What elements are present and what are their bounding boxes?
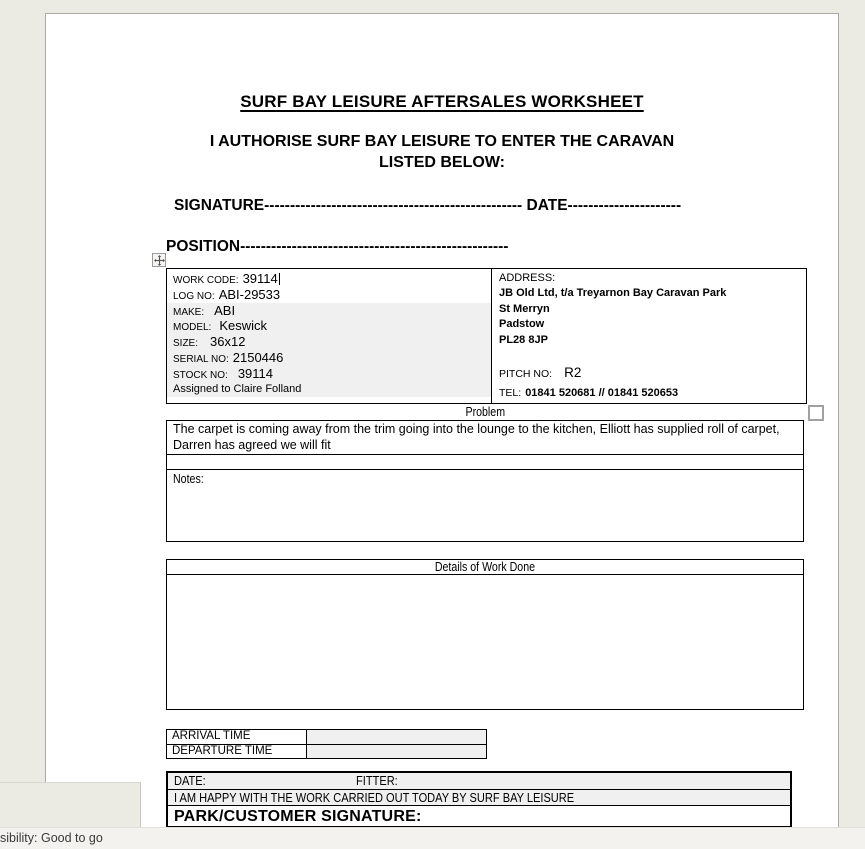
- fitter-label: FITTER:: [356, 773, 398, 788]
- authorization-line-1: I AUTHORISE SURF BAY LEISURE TO ENTER THE CARAVAN: [209, 133, 675, 150]
- log-no-value[interactable]: ABI-29533: [218, 286, 281, 302]
- log-no-row[interactable]: [167, 287, 491, 303]
- customer-signature-row[interactable]: [168, 805, 790, 826]
- date-label: DATE:: [174, 773, 206, 788]
- size-row[interactable]: [167, 334, 491, 350]
- customer-address-column: [492, 269, 806, 403]
- stock-no-value[interactable]: 39114: [237, 365, 274, 381]
- customer-signature-label: PARK/CUSTOMER SIGNATURE:: [174, 808, 422, 825]
- happy-statement-text: I AM HAPPY WITH THE WORK CARRIED OUT TODAY BY SURF BAY LEISURE: [174, 790, 575, 805]
- make-row[interactable]: [167, 303, 491, 319]
- pitch-no-row[interactable]: [499, 364, 581, 382]
- model-value[interactable]: Keswick: [219, 318, 268, 334]
- problem-section-caption: [166, 405, 804, 419]
- tel-label: TEL:: [499, 387, 522, 399]
- address-line-4: PL28 8JP: [499, 333, 548, 346]
- work-done-entry-area[interactable]: [167, 575, 803, 709]
- pitch-no-label: PITCH NO:: [499, 368, 553, 380]
- assigned-note: Assigned to Claire Folland: [173, 382, 302, 395]
- signature-date-line: SIGNATURE-------------------------------------------------- DATE----------------------: [174, 197, 682, 214]
- work-done-header: [167, 560, 803, 575]
- job-details-column: [167, 269, 492, 403]
- work-done-header-text: Details of Work Done: [434, 560, 536, 574]
- size-label: SIZE:: [173, 338, 199, 350]
- happy-statement-row: [168, 789, 790, 805]
- work-done-table: [166, 559, 804, 710]
- stock-no-label: STOCK NO:: [173, 369, 228, 381]
- stock-no-row[interactable]: [167, 366, 491, 382]
- departure-time-value-cell[interactable]: [307, 745, 486, 758]
- four-arrows-icon: [154, 255, 165, 266]
- status-bar: [0, 827, 865, 849]
- problem-caption-text: Problem: [465, 405, 505, 419]
- serial-no-label: SERIAL NO:: [173, 353, 229, 365]
- accessibility-status[interactable]: sibility: Good to go: [0, 831, 103, 845]
- notes-cell[interactable]: [167, 469, 803, 541]
- address-line-2: St Merryn: [499, 302, 550, 315]
- problem-table: [166, 420, 804, 542]
- departure-time-row: [167, 744, 486, 758]
- resize-square-artifact[interactable]: [808, 405, 824, 421]
- arrival-time-row: [167, 730, 486, 744]
- size-value[interactable]: 36x12: [210, 334, 246, 350]
- document-title: SURF BAY LEISURE AFTERSALES WORKSHEET: [240, 92, 644, 111]
- signoff-table: [166, 771, 792, 828]
- problem-empty-row[interactable]: [167, 454, 803, 469]
- make-label: MAKE:: [173, 306, 205, 318]
- job-info-table: [166, 268, 807, 404]
- arrival-time-label: ARRIVAL TIME: [167, 730, 307, 744]
- text-cursor: [279, 273, 280, 285]
- work-code-label: WORK CODE:: [173, 275, 239, 286]
- date-fitter-row[interactable]: [168, 773, 790, 789]
- tel-row: [499, 383, 678, 401]
- pitch-no-value[interactable]: R2: [564, 365, 582, 380]
- document-page[interactable]: [45, 13, 839, 849]
- problem-text-cell[interactable]: The carpet is coming away from the trim going into the lounge to the kitchen, Elliott has supplied roll of carpet, Darren has agreed we will fit: [173, 422, 780, 452]
- arrival-time-value-cell[interactable]: [307, 730, 486, 744]
- tel-value: 01841 520681 // 01841 520653: [525, 387, 679, 399]
- address-label: ADDRESS:: [499, 272, 556, 284]
- times-table: [166, 729, 487, 759]
- log-no-label: LOG NO:: [173, 290, 215, 302]
- job-shaded-block: [167, 303, 491, 398]
- notes-label: Notes:: [173, 472, 204, 486]
- authorization-statement: [46, 131, 838, 173]
- model-label: MODEL:: [173, 322, 212, 334]
- serial-no-row[interactable]: [167, 350, 491, 366]
- make-value[interactable]: ABI: [214, 302, 236, 318]
- work-code-row[interactable]: [167, 271, 491, 287]
- position-line: POSITION----------------------------------------------------: [166, 238, 509, 255]
- model-row[interactable]: [167, 318, 491, 334]
- serial-no-value[interactable]: 2150446: [232, 349, 284, 365]
- departure-time-label: DEPARTURE TIME: [167, 745, 307, 758]
- address-line-3: Padstow: [499, 318, 545, 330]
- address-line-1: JB Old Ltd, t/a Treyarnon Bay Caravan Park: [499, 287, 727, 299]
- table-move-handle-icon[interactable]: [152, 253, 166, 267]
- bottom-left-panel: [0, 782, 141, 827]
- work-code-value[interactable]: 39114: [242, 271, 278, 286]
- authorization-line-2: LISTED BELOW:: [379, 154, 505, 171]
